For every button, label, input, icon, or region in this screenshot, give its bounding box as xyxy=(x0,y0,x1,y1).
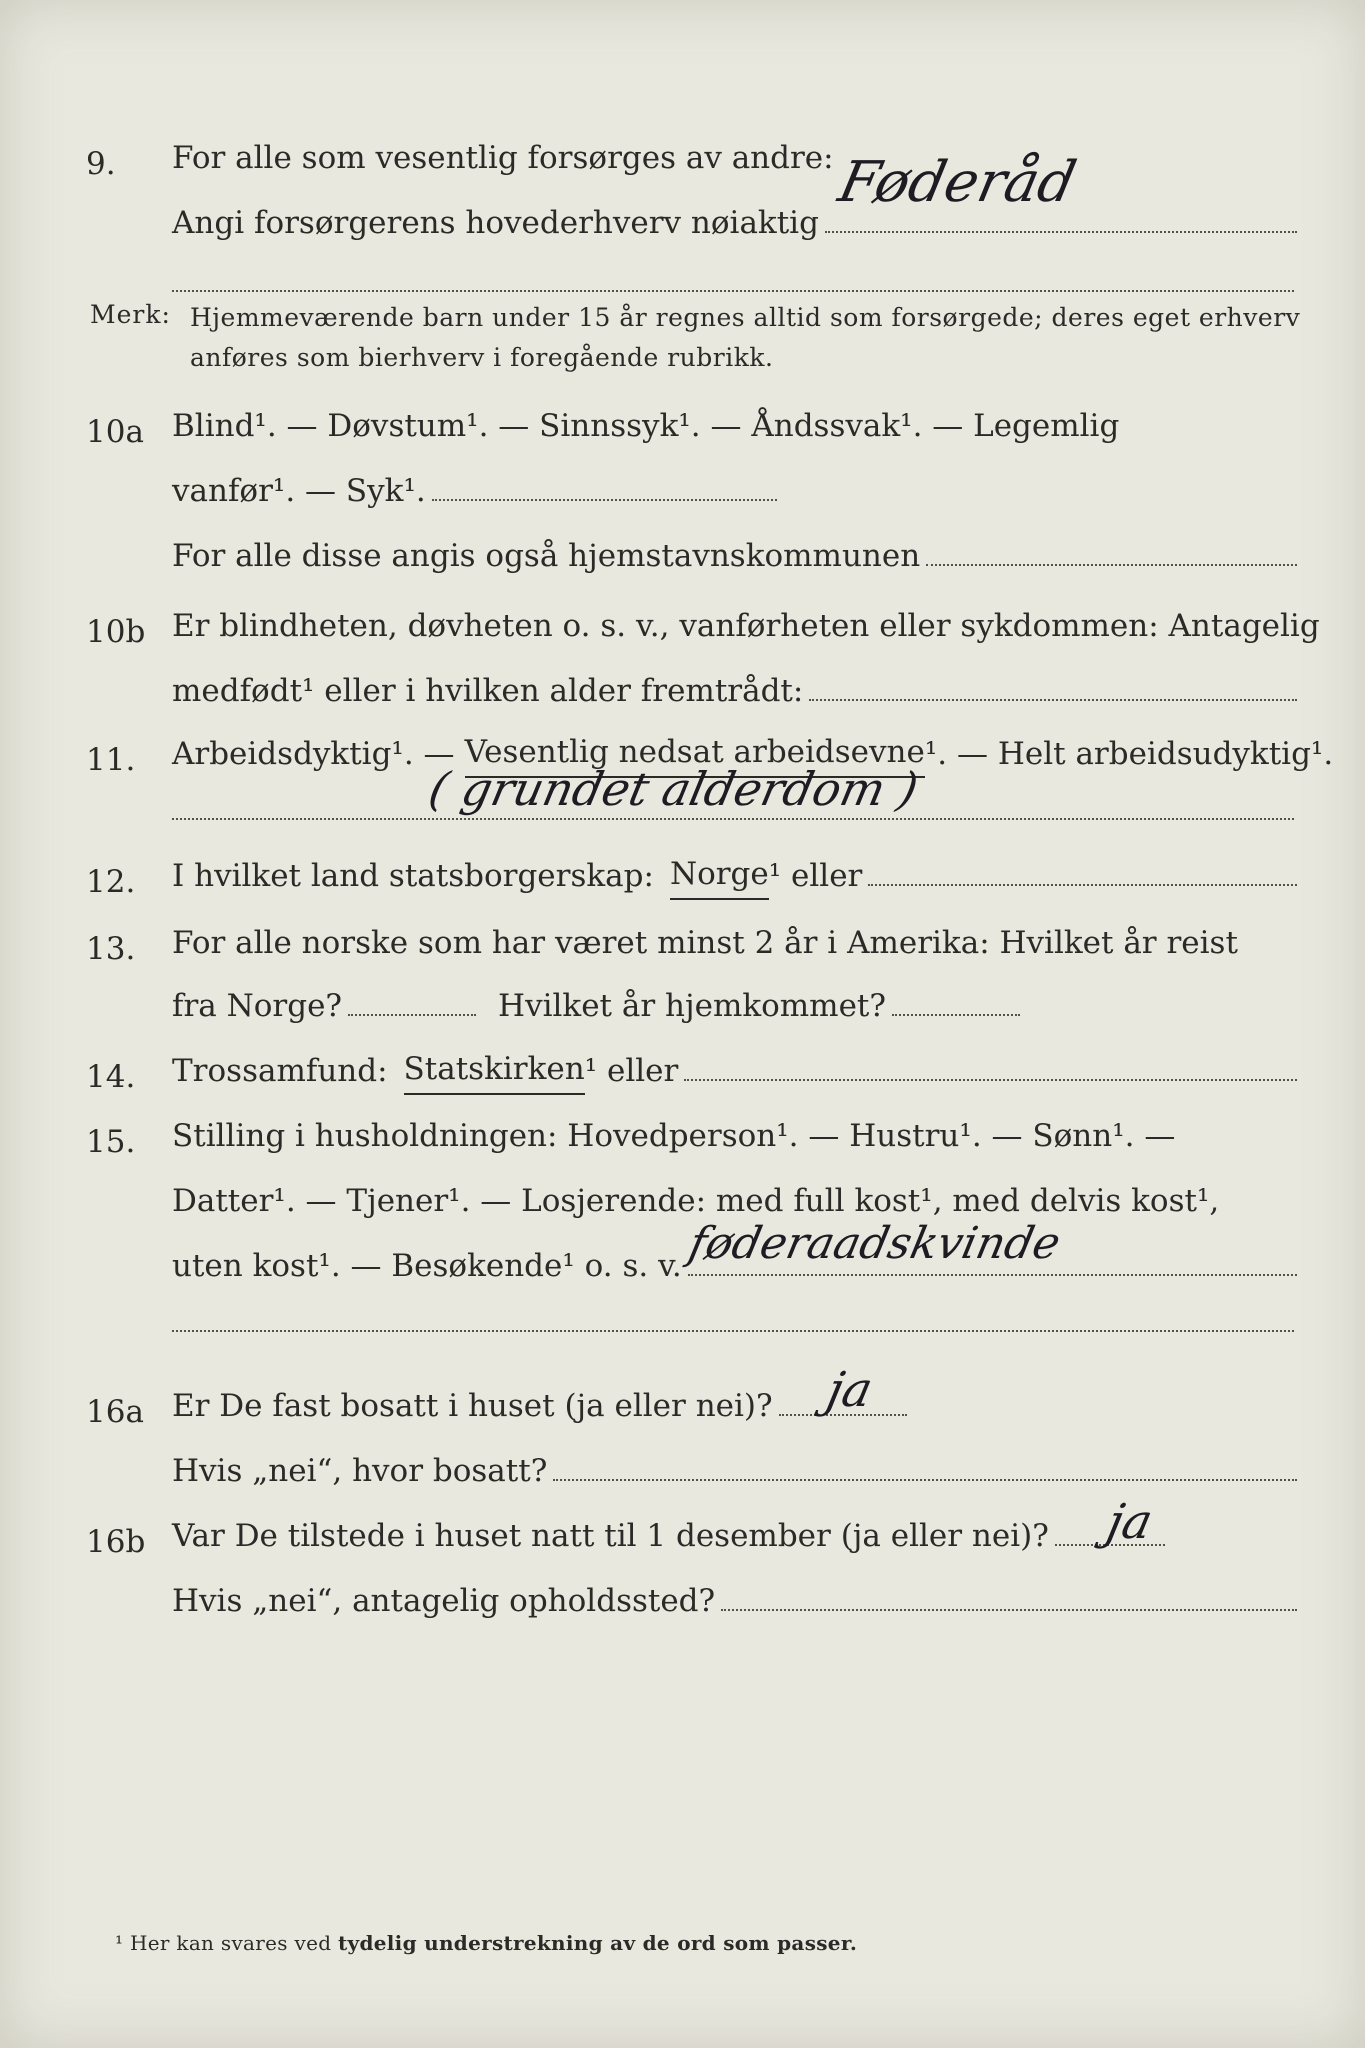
q13-text2a: fra Norge? xyxy=(172,988,343,1024)
q16b-text2: Hvis „nei“, antagelig opholdssted? xyxy=(172,1583,716,1619)
q16a-text2: Hvis „nei“, hvor bosatt? xyxy=(172,1453,548,1489)
q10a-text1: Blind¹. — Døvstum¹. — Sinnssyk¹. — Åndssvak¹. — Legemlig xyxy=(172,408,1120,444)
q10b-text2: medfødt¹ eller i hvilken alder fremtrådt: xyxy=(172,673,804,709)
q16b-handwritten-answer: ja xyxy=(1102,1494,1158,1550)
q12-norge-underlined: Norge xyxy=(670,856,769,900)
q9-text1: For alle som vesentlig forsørges av andre: xyxy=(172,140,834,176)
q11-answer-line[interactable] xyxy=(172,818,1294,820)
q9-text2: Angi forsørgerens hovederhverv nøiaktig xyxy=(172,205,819,241)
q16a-line1 xyxy=(172,1370,1297,1430)
q15-answer-field[interactable] xyxy=(688,1274,1297,1276)
q10b-answer-field[interactable] xyxy=(809,699,1297,701)
footnote xyxy=(115,1931,857,1955)
q10a-answer-field[interactable] xyxy=(432,499,777,501)
q10b-text1: Er blindheten, døvheten o. s. v., vanførheten eller sykdommen: Antagelig xyxy=(172,608,1320,644)
q10a-line2 xyxy=(172,455,1297,515)
q15-handwritten-answer: føderaadskvinde xyxy=(684,1218,1065,1269)
q10a-text2: vanfør¹. — Syk¹. xyxy=(172,473,426,509)
q9-line1 xyxy=(172,122,1297,182)
q13-number: 13. xyxy=(86,931,136,967)
q14-answer-field[interactable] xyxy=(684,1079,1297,1081)
q13-text1: For alle norske som har været minst 2 år i Amerika: Hvilket år reist xyxy=(172,925,1238,961)
q14-number: 14. xyxy=(86,1059,136,1095)
q9-extra-line[interactable] xyxy=(172,290,1294,292)
q10b-line1 xyxy=(172,590,1320,650)
q15-line2 xyxy=(172,1165,1297,1225)
q15-number: 15. xyxy=(86,1124,136,1160)
q11-handwritten-answer: ( grundet alderdom ) xyxy=(424,762,923,816)
q12-line xyxy=(172,840,1297,900)
q10b-line2 xyxy=(172,655,1297,715)
q16b-text1: Var De tilstede i huset natt til 1 desember (ja eller nei)? xyxy=(172,1518,1049,1554)
q10a-number: 10a xyxy=(86,414,144,450)
q9-number: 9. xyxy=(86,146,116,182)
q9-handwritten-answer: Føderåd xyxy=(833,150,1082,215)
q14-statskirken-underlined: Statskirken xyxy=(404,1051,585,1095)
q9-answer-field[interactable] xyxy=(825,231,1297,233)
footnote-mark: ¹ xyxy=(115,1931,124,1955)
q13-reist-field[interactable] xyxy=(348,1014,476,1016)
q16a-number: 16a xyxy=(86,1394,144,1430)
q13-text2b: Hvilket år hjemkommet? xyxy=(498,988,887,1024)
q16a-handwritten-answer: ja xyxy=(822,1362,878,1418)
q11-number: 11. xyxy=(86,742,136,778)
q13-line2 xyxy=(172,970,1297,1030)
q16b-opholdssted-field[interactable] xyxy=(721,1609,1297,1611)
q15-extra-line[interactable] xyxy=(172,1330,1294,1332)
q10a-line1 xyxy=(172,390,1297,450)
q10a-text3: For alle disse angis også hjemstavnskommunen xyxy=(172,538,921,574)
q11-text2-underlined: Vesentlig nedsat arbeidsevne xyxy=(465,734,925,778)
q14-line xyxy=(172,1035,1297,1095)
q10a-line3 xyxy=(172,520,1297,580)
q15-text2: Datter¹. — Tjener¹. — Losjerende: med full kost¹, med delvis kost¹, xyxy=(172,1183,1220,1219)
q11-text1: Arbeidsdyktig¹. — xyxy=(172,736,455,772)
q10a-hjemstavn-field[interactable] xyxy=(926,564,1297,566)
merk-text-line1: Hjemmeværende barn under 15 år regnes alltid som forsørgede; deres eget erhverv xyxy=(190,303,1301,332)
q13-line1 xyxy=(172,907,1297,967)
merk-label: Merk: xyxy=(90,300,171,329)
q16a-bosatt-field[interactable] xyxy=(553,1479,1297,1481)
q14-suffix: ¹ eller xyxy=(584,1053,679,1089)
q12-suffix: ¹ eller xyxy=(768,858,863,894)
q14-text: Trossamfund: xyxy=(172,1053,388,1089)
q12-text: I hvilket land statsborgerskap: xyxy=(172,858,654,894)
footnote-text-plain: Her kan svares ved xyxy=(130,1931,332,1955)
q15-text1: Stilling i husholdningen: Hovedperson¹. — Hustru¹. — Sønn¹. — xyxy=(172,1118,1176,1154)
footnote-text-bold: tydelig understrekning av de ord som passer. xyxy=(338,1931,858,1955)
q15-line1 xyxy=(172,1100,1297,1160)
q16a-line2 xyxy=(172,1435,1297,1495)
q16a-text1: Er De fast bosatt i huset (ja eller nei)? xyxy=(172,1388,773,1424)
merk-text-line2: anføres som bierhverv i foregående rubrikk. xyxy=(190,343,774,372)
q10b-number: 10b xyxy=(86,614,146,650)
q16b-line2 xyxy=(172,1565,1297,1625)
q12-number: 12. xyxy=(86,864,136,900)
q15-text3: uten kost¹. — Besøkende¹ o. s. v. xyxy=(172,1248,682,1284)
q16b-number: 16b xyxy=(86,1524,146,1560)
q13-hjemkommet-field[interactable] xyxy=(892,1014,1020,1016)
q12-answer-field[interactable] xyxy=(868,884,1297,886)
q9-line2 xyxy=(172,187,1297,247)
q11-text3: ¹. — Helt arbeidsudyktig¹. xyxy=(924,736,1334,772)
